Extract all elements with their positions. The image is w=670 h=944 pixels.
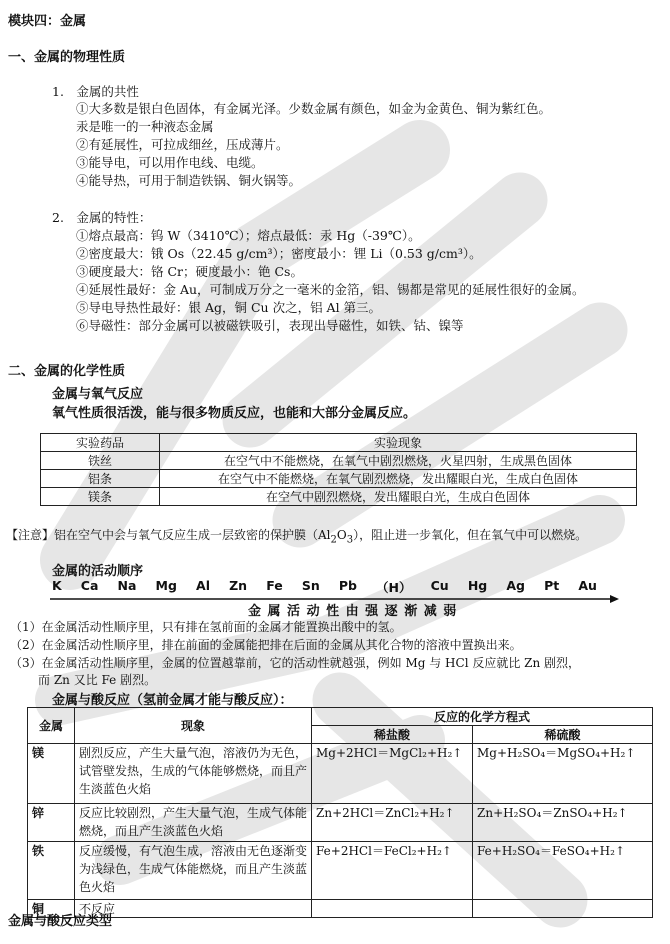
item-2-line-3: ③硬度最大：铬 Cr；硬度最小：铯 Cs。: [76, 264, 303, 279]
note-subscript: 2: [330, 534, 337, 546]
item-2-line-2: ②密度最大：锇 Os（22.45 g/cm³）；密度最小：锂 Li（0.53 g/cm³）。: [76, 246, 482, 261]
acid-type-title: 金属与酸反应类型: [8, 914, 113, 929]
oxygen-table: [40, 433, 637, 506]
table-cell: 镁: [28, 744, 75, 804]
table-cell: 铝条: [41, 470, 160, 488]
table-cell: Mg+2HCl＝MgCl₂+H₂↑: [312, 744, 473, 804]
note-part: O: [336, 528, 347, 542]
item-1-line-1: ①大多数是银白色固体，有金属光泽。少数金属有颜色，如金为金黄色、铜为紫红色。: [76, 101, 552, 116]
table-row: [41, 488, 637, 506]
series-element: Mg: [155, 578, 177, 593]
table-cell: 反应比较剧烈，产生大量气泡，生成气体能燃烧，而且产生淡蓝色火焰: [75, 804, 312, 842]
table-row: [28, 842, 653, 900]
table-header-cell: 现象: [75, 708, 312, 744]
item-1-line-3: ②有延展性，可拉成细丝，压成薄片。: [76, 137, 289, 152]
series-element: Hg: [467, 578, 488, 593]
acid-table: [27, 707, 653, 918]
table-header-cell: 稀硫酸: [473, 726, 653, 744]
table-header-cell: 金属: [28, 708, 75, 744]
table-row: [41, 470, 637, 488]
table-cell: Zn+2HCl＝ZnCl₂+H₂↑: [312, 804, 473, 842]
section-1-heading: 一、金属的物理性质: [8, 50, 126, 65]
item-1-title: 1. 金属的共性: [52, 84, 139, 99]
series-element: K: [52, 578, 62, 593]
table-cell: 铁丝: [41, 452, 160, 470]
item-1-line-4: ③能导电，可以用作电线、电缆。: [76, 155, 264, 170]
table-header-cell: 实验现象: [160, 434, 637, 452]
series-element: Ag: [506, 578, 525, 593]
table-cell: 铜: [28, 900, 75, 918]
table-cell: [312, 900, 473, 918]
table-header-row: [28, 708, 653, 726]
section-2-heading: 二、金属的化学性质: [8, 364, 126, 379]
item-2-line-5: ⑤导电导热性最好：银 Ag，铜 Cu 次之，铝 Al 第三。: [76, 300, 382, 315]
oxygen-desc: 氧气性质很活泼，能与很多物质反应，也能和大部分金属反应。: [52, 406, 417, 421]
note-part: ），阻止进一步氧化，但在氧气中可以燃烧。: [353, 528, 588, 542]
item-1-line-5: ④能导热，可用于制造铁锅、铜火锅等。: [76, 173, 302, 188]
table-cell: 在空气中不能燃烧，在氧气中剧烈燃烧，火星四射，生成黑色固体: [160, 452, 637, 470]
activity-caption: 金 属 活 动 性 由 强 逐 渐 减 弱: [248, 604, 458, 619]
rule-3a: （3）在金属活动性顺序里，金属的位置越靠前，它的活动性就越强，例如 Mg 与 HCl 反应就比 Zn 剧烈，: [10, 656, 581, 670]
table-cell: Fe+H₂SO₄＝FeSO₄+H₂↑: [473, 842, 653, 900]
table-cell: 锌: [28, 804, 75, 842]
series-element: Sn: [301, 578, 320, 593]
series-element: Pb: [338, 578, 357, 593]
series-element: Zn: [229, 578, 248, 593]
table-row: [28, 804, 653, 842]
note-part: 【注意】铝在空气中会与氧气反应生成一层致密的保护膜（Al: [6, 528, 331, 542]
table-header-cell: 稀盐酸: [312, 726, 473, 744]
item-2-title: 2. 金属的特性：: [52, 210, 152, 225]
series-element: Ca: [80, 578, 99, 593]
series-element: Fe: [266, 578, 283, 593]
table-cell: 在空气中剧烈燃烧，发出耀眼白光，生成白色固体: [160, 488, 637, 506]
rule-1: （1）在金属活动性顺序里，只有排在氢前面的金属才能置换出酸中的氢。: [10, 620, 402, 634]
table-cell: 镁条: [41, 488, 160, 506]
item-2-line-6: ⑥导磁性：部分金属可以被磁铁吸引，表现出导磁性，如铁、钴、镍等: [76, 318, 464, 333]
rule-3b: 而 Zn 又比 Fe 剧烈。: [38, 673, 157, 687]
table-row: [28, 900, 653, 918]
series-element: Pt: [544, 578, 560, 593]
table-cell: [473, 900, 653, 918]
series-element: Cu: [430, 578, 449, 593]
series-element: Al: [196, 578, 210, 593]
table-cell: Fe+2HCl＝FeCl₂+H₂↑: [312, 842, 473, 900]
table-row: [41, 452, 637, 470]
series-element: Na: [117, 578, 137, 593]
table-header-row: [41, 434, 637, 452]
table-header-cell: 反应的化学方程式: [312, 708, 653, 726]
table-cell: 不反应: [75, 900, 312, 918]
note-subscript: 3: [346, 534, 354, 546]
table-cell: Zn+H₂SO₄＝ZnSO₄+H₂↑: [473, 804, 653, 842]
acid-title: 金属与酸反应（氢前金属才能与酸反应）：: [52, 693, 293, 708]
series-element: （H）: [376, 580, 412, 595]
oxygen-title: 金属与氧气反应: [52, 387, 144, 402]
rule-2: （2）在金属活动性顺序里，排在前面的金属能把排在后面的金属从其化合物的溶液中置换出来。: [10, 638, 522, 652]
table-cell: 剧烈反应，产生大量气泡，溶液仍为无色，试管壁发热，生成的气体能够燃烧，而且产生淡蓝色火焰: [75, 744, 312, 804]
table-header-cell: 实验药品: [41, 434, 160, 452]
item-1-line-2: 汞是唯一的一种液态金属: [76, 119, 214, 134]
table-cell: 反应缓慢，有气泡生成，溶液由无色逐渐变为浅绿色，生成气体能燃烧，而且产生淡蓝色火焰: [75, 842, 312, 900]
item-2-line-4: ④延展性最好：金 Au，可制成万分之一毫米的金箔，铝、锡都是常见的延展性很好的金属。: [76, 282, 585, 297]
table-cell: 在空气中不能燃烧，在氧气剧烈燃烧，发出耀眼白光，生成白色固体: [160, 470, 637, 488]
table-row: [28, 744, 653, 804]
table-cell: 铁: [28, 842, 75, 900]
module-title: 模块四：金属: [8, 14, 87, 29]
item-2-line-1: ①熔点最高：钨 W（3410℃）；熔点最低：汞 Hg（-39℃）。: [76, 228, 421, 243]
series-element: Au: [578, 578, 597, 593]
table-cell: Mg+H₂SO₄＝MgSO₄+H₂↑: [473, 744, 653, 804]
activity-title: 金属的活动顺序: [52, 564, 144, 579]
note-text: [6, 526, 587, 545]
